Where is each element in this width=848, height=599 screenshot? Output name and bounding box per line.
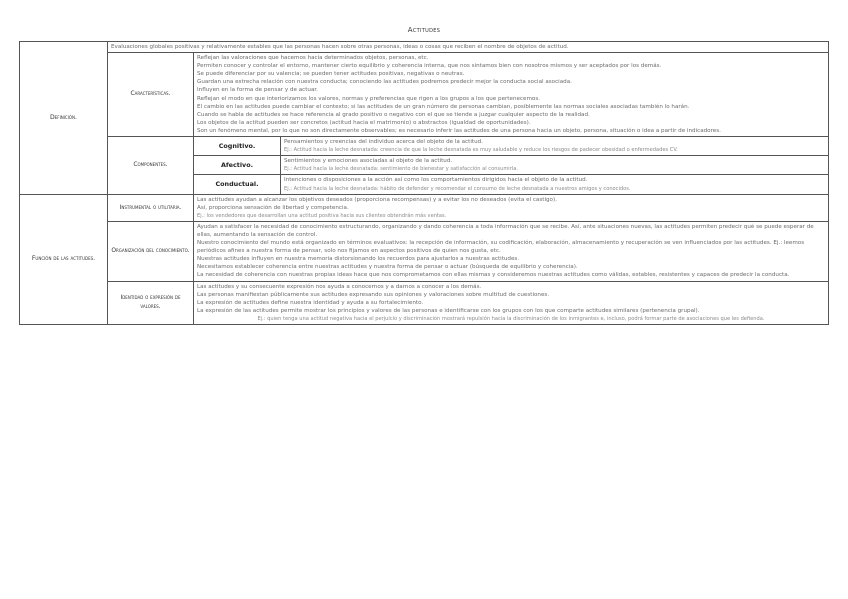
organizacion-content [194,221,829,281]
caracteristica-line: Se puede diferenciar por su valencia; se pueden tener actitudes positivas, negativas o neutras. [197,71,465,78]
caracteristica-line: Permiten conocer y controlar el entorno, mantener cierto equilibrio y coherencia interna, que nos sintamos bien con nosotros mismos y ser aceptados por los demás. [197,63,662,70]
identidad-line: La expresión de actitudes define nuestra identidad y ayuda a su fortalecimiento. [197,299,424,306]
componente-cognitivo-row [20,137,829,156]
instrumental-label: Instrumental o utilitaria. [108,194,194,221]
funcion-instrumental-row [20,194,829,221]
componente-conductual-name: Conductual. [194,175,281,194]
componente-afectivo-name: Afectivo. [194,156,281,175]
instrumental-content [194,194,829,221]
caracteristica-line: Son un fenómeno mental, por lo que no son directamente observables; es necesario inferir las actitudes de una persona hacia un objeto, persona, situación o idea a partir de indicadores. [197,127,721,134]
organizacion-line: Nuestro conocimiento del mundo está organizado en términos evaluativos: la recepción de información, su codificación, elaboración, almacenamiento y recuperación se ven influenciados por las actitudes. Ej.: leemos periódicos afines a nuestra forma de pensar, solo nos fijamos en aspectos positivos de quien nos gusta, etc. [197,240,805,255]
componente-cognitivo-name: Cognitivo. [194,137,281,156]
funcion-label: Función de las actitudes. [20,194,108,324]
componente-afectivo-content [281,156,829,175]
organizacion-line: Nuestras actitudes influyen en nuestra memoria distorsionando los recuerdos para ajustarlos a nuestras actitudes. [197,256,520,263]
componente-text: Intenciones o disposiciones a la acción así como los comportamientos dirigidos hacia el objeto de la actitud. [284,177,588,184]
caracteristica-line: Los objetos de la actitud pueden ser concretos (actitud hacia el matrimonio) o abstractos (igualdad de oportunidades). [197,119,531,126]
instrumental-line: Así, proporciona sensación de libertad y competencia. [197,204,349,211]
identidad-content [194,281,829,324]
organizacion-line: Necesitamos establecer coherencia entre nuestras actitudes y nuestra forma de pensar o actuar (búsqueda de equilibrio y coherencia). [197,264,578,271]
caracteristica-line: Guardan una estrecha relación con nuestra conducta; conociendo las actitudes podremos predecir mejor la conducta social asociada. [197,79,572,86]
identidad-line: Las personas manifiestan públicamente sus actitudes expresando sus opiniones y valoraciones sobre multitud de cuestiones. [197,291,550,298]
caracteristica-line: Influyen en la forma de pensar y de actuar. [197,87,318,94]
instrumental-example: Ej.: los vendedores que desarrollan una actitud positiva hacia sus clientes obtendrán más ventas. [197,212,447,219]
componente-example: Ej.: Actitud hacia la leche desnatada: sentimiento de bienestar y satisfacción al consumirla. [284,166,518,173]
componente-conductual-content [281,175,829,194]
caracteristica-line: Reflejan el modo en que interiorizamos los valores, normas y preferencias que rigen a los grupos a los que pertenecemos. [197,95,541,102]
caracteristica-line: El cambio en las actitudes puede cambiar el contexto; si las actitudes de un gran número de personas cambian, posiblemente las normas sociales asociadas también lo harán. [197,103,690,110]
caracteristicas-content [194,53,829,137]
componente-text: Pensamientos y creencias del individuo acerca del objeto de la actitud. [284,139,483,146]
caracteristica-line: Cuando se habla de actitudes se hace referencia al grado positivo o negativo con el que se tiende a juzgar cualquier aspecto de la realidad. [197,111,590,118]
componentes-label: Componentes. [108,137,194,195]
caracteristicas-row [20,53,829,137]
definicion-general: Evaluaciones globales positivas y relativamente estables que las personas hacen sobre otras personas, ideas o cosas que reciben el nombre de objetos de actitud. [108,42,829,53]
organizacion-line: La necesidad de coherencia con nuestras propias ideas hace que nos comprometamos con ellas mismas y consideremos nuestras actitudes como válidas, estables, resistentes y capaces de predecir la conducta. [197,272,790,279]
componente-text: Sentimientos y emociones asociadas al objeto de la actitud. [284,158,453,165]
definition-general-row [20,42,829,53]
attitudes-table [19,41,829,325]
definicion-label: Definición. [20,42,108,195]
organizacion-label: Organización del conocimiento. [108,221,194,281]
instrumental-line: Las actitudes ayudan a alcanzar los objetivos deseados (proporciona recompensas) y a evitar los no deseados (evita el castigo). [197,196,557,203]
caracteristicas-label: Características. [108,53,194,137]
identidad-label: Identidad o expresión de valores. [108,281,194,324]
identidad-line: Las actitudes y su consecuente expresión nos ayuda a conocernos y a darnos a conocer a los demás. [197,283,482,290]
page-title: Actitudes [407,26,441,34]
componente-example: Ej.: Actitud hacia la leche desnatada: hábito de defender y recomendar el consumo de leche desnatada a nuestros amigos y conocidos. [284,185,631,192]
identidad-line: La expresión de las actitudes permite mostrar los principios y valores de las personas e identificarse con los grupos con los que comparte actitudes similares (pertenencia grupal). [197,307,700,314]
organizacion-line: Ayudan a satisfacer la necesidad de conocimiento estructurando, organizando y dando coherencia a toda información que se recibe. Así, ante situaciones nuevas, las actitudes permiten predecir qué se puede esperar de ellas, aumentando la sensación de control. [197,223,814,238]
componente-cognitivo-content [281,137,829,156]
caracteristica-line: Reflejan las valoraciones que hacemos hacia determinados objetos, personas, etc. [197,55,429,62]
funcion-identidad-row [20,281,829,324]
funcion-organizacion-row [20,221,829,281]
componente-example: Ej.: Actitud hacia la leche desnatada: creencia de que la leche desnatada es muy saludable y reduce los riesgos de padecer obesidad o enfermedades CV. [284,147,678,154]
identidad-example: Ej.: quien tenga una actitud negativa hacia el perjuicio y discriminación mostrará repulsión hacia la discriminación de los inmigrantes e, incluso, podrá formar parte de asociaciones que les defienda. [257,315,765,322]
